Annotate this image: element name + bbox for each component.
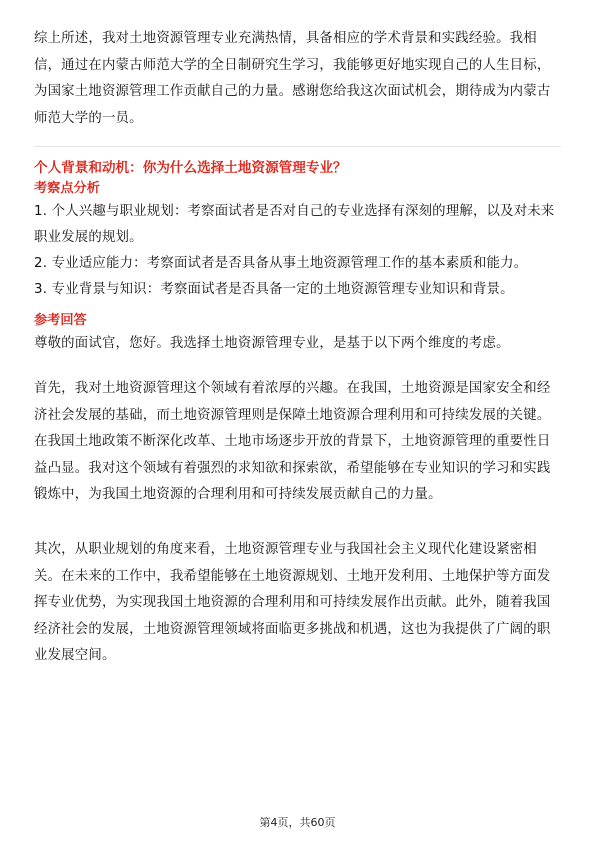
- answer-paragraph-2: 首先，我对土地资源管理这个领域有着浓厚的兴趣。在我国，土地资源是国家安全和经济社会发展的基础，而土地资源管理则是保障土地资源合理利用和可持续发展的关键。在我国土地政策不断深化改革、土地市场逐步开放的背景下，土地资源管理的重要性日益凸显。我对这个领域有着强烈的求知欲和探索欲，希望能够在专业知识的学习和实践锻炼中，为我国土地资源的合理利用和可持续发展贡献自己的力量。: [34, 380, 551, 503]
- intro-paragraph: 综上所述，我对土地资源管理专业充满热情，具备相应的学术背景和实践经验。我相信，通过在内蒙古师范大学的全日制研究生学习，我能够更好地实现自己的人生目标，为国家土地资源管理工作贡献自己的力量。感谢您给我这次面试机会，期待成为内蒙古师范大学的一员。: [34, 31, 551, 126]
- question-title: 个人背景和动机：你为什么选择土地资源管理专业？: [34, 160, 347, 177]
- analysis-item-3: 3. 专业背景与知识：考察面试者是否具备一定的土地资源管理专业知识和背景。: [34, 282, 514, 298]
- section-divider: [34, 146, 561, 147]
- page-number: 第4页，共60页: [259, 816, 336, 829]
- document-body: [34, 26, 561, 670]
- answer-paragraph-1: 尊敬的面试官，您好。我选择土地资源管理专业，是基于以下两个维度的考虑。: [34, 336, 510, 352]
- spacer: [34, 509, 561, 537]
- spacer: [34, 303, 561, 311]
- answer-heading: 参考回答: [34, 313, 87, 329]
- analysis-heading: 考察点分析: [34, 181, 100, 197]
- answer-paragraph-3: 其次，从职业规划的角度来看，土地资源管理专业与我国社会主义现代化建设紧密相关。在未来的工作中，我希望能够在土地资源规划、土地开发利用、土地保护等方面发挥专业优势，为实现我国土地资源的合理利用和可持续发展作出贡献。此外，随着我国经济社会的发展，土地资源管理领域将面临更多挑战和机遇，这也为我提供了广阔的职业发展空间。: [34, 541, 551, 664]
- analysis-item-2: 2. 专业适应能力：考察面试者是否具备从事土地资源管理工作的基本素质和能力。: [34, 256, 528, 272]
- analysis-item-1: 1. 个人兴趣与职业规划：考察面试者是否对自己的专业选择有深刻的理解，以及对未来职业发展的规划。: [34, 204, 555, 246]
- spacer: [34, 358, 561, 376]
